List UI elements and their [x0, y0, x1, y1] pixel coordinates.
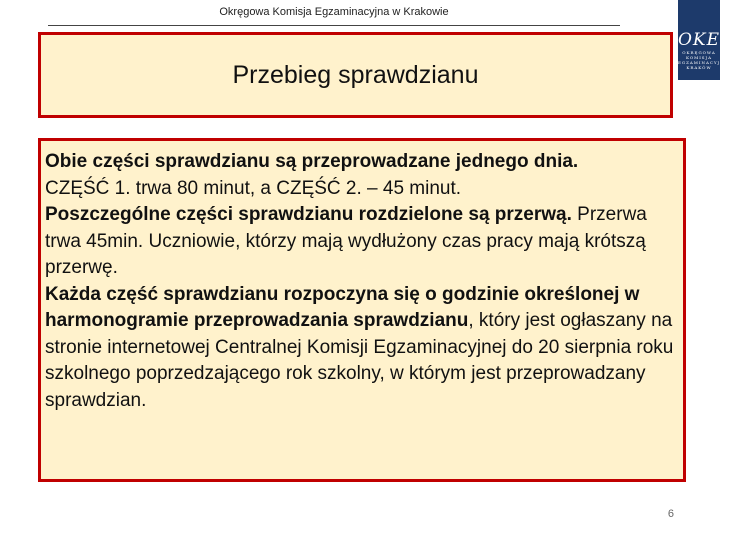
paragraph-1-bold: Obie części sprawdzianu są przeprowadzane jednego dnia. — [45, 151, 579, 172]
paragraph-3 — [45, 202, 677, 282]
slide-title: Przebieg sprawdzianu — [232, 60, 479, 89]
slide-content-box — [38, 138, 686, 482]
header-title: Okręgowa Komisja Egzaminacyjna w Krakowie — [219, 6, 449, 18]
logo-line-3: EGZAMINACYJNA — [678, 60, 729, 65]
paragraph-4-text: , który jest ogłaszany na stronie internetowej Centralnej Komisji Egzaminacyjnej do 20 sierpnia roku szkolnego poprzedzającego rok szkolny, w którym jest przeprowadzany sprawdzian. — [45, 310, 674, 411]
page-number: 6 — [667, 508, 674, 520]
slide-title-box — [38, 32, 673, 118]
header-divider — [48, 25, 620, 26]
logo-line-2: KOMISJA — [685, 55, 713, 60]
logo-mark: OKE — [678, 30, 721, 50]
paragraph-4-bold: Każda część sprawdzianu rozpoczyna się o godzinie określonej w harmonogramie przeprowadzania sprawdzianu — [45, 283, 640, 331]
paragraph-4 — [45, 282, 677, 415]
paragraph-3-text: Przerwa trwa 45min. Uczniowie, którzy mają wydłużony czas pracy mają krótszą przerwę. — [45, 204, 647, 278]
paragraph-2 — [45, 176, 677, 203]
oke-logo — [678, 0, 729, 80]
paragraph-2-text: CZĘŚĆ 1. trwa 80 minut, a CZĘŚĆ 2. – 45 minut. — [45, 177, 462, 199]
paragraph-3-bold: Poszczególne części sprawdzianu rozdzielone są przerwą. — [45, 204, 572, 225]
logo-line-4: KRAKÓW — [686, 65, 712, 70]
logo-line-1: OKRĘGOWA — [682, 50, 716, 55]
paragraph-1 — [45, 149, 677, 176]
